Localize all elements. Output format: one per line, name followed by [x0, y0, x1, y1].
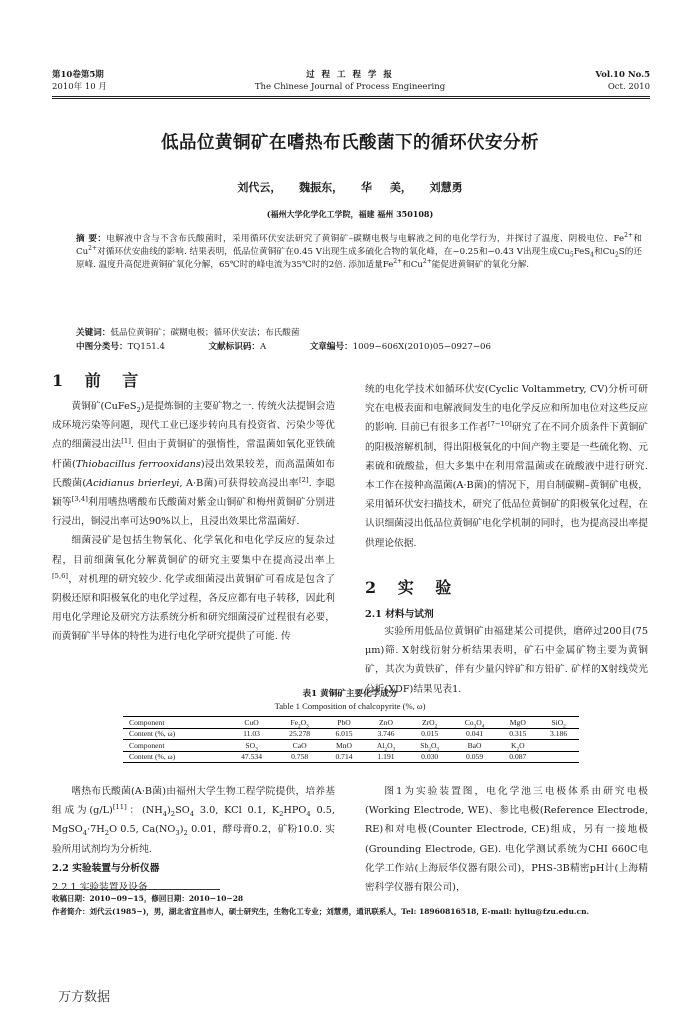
- table-cell: 0.059: [452, 751, 498, 763]
- article-no-value: 1009−606X(2010)05−0927−06: [352, 342, 491, 352]
- table-cell: Component: [123, 740, 228, 752]
- abstract-text: 能促进黄铜矿的氧化分解.: [431, 260, 530, 271]
- section-heading-intro: 1 前 言: [52, 371, 147, 390]
- paragraph: 图1为实验装置图，电化学池三电极体系由研究电极(Working Electrode, WE)、参比电极(Reference Electrode, RE)和对电极(Counter Electrode, CE)组成，另有一接地极(Grounding Electrode, GE). 电化学测试系统为CHI 660C电化学工作站(上海辰华仪器有限公司)，PHS-3B精密pH计(上海精密科学仪器有限公司)，: [365, 786, 648, 894]
- table-cell: 0.087: [497, 751, 538, 763]
- abstract-sup: 2+: [88, 245, 97, 253]
- journal-name-cn: 过 程 工 程 学 报: [306, 70, 394, 80]
- table-cell: CuO: [228, 717, 276, 729]
- table-cell: Content (%, ω): [129, 729, 176, 739]
- abstract-sub: 4: [590, 251, 594, 259]
- table-cell: 0.041: [466, 729, 484, 739]
- author-bio: 作者简介：刘代云(1985−)，男，湖北省宜昌市人，硕士研究生，生物化工专业；刘慧勇，通讯联系人，Tel: 18960816518, E-mail: hyliu@fzu.edu.cn.: [52, 907, 590, 916]
- footnote-rule: [52, 889, 220, 890]
- doc-code-label: 文献标识码：: [208, 342, 261, 352]
- abstract-text: 对循环伏安曲线的影响. 结果表明，低品位黄铜矿在0.45 V出现生成多硫化合物的氧化峰，在−0.25和−0.43 V出现生成Cu: [97, 247, 570, 258]
- section-heading-experiment: 2 实 验: [365, 578, 460, 597]
- paragraph: 实验所用低品位黄铜矿由福建某公司提供，磨碎过200目(75 μm)筛. X射线衍射分析结果表明，矿石中金属矿物主要为黄铜矿，其次为黄铁矿，伴有少量闪锌矿和方铅矿. 矿样的X射线荧光分析(XDF)结果见表1.: [365, 626, 648, 695]
- table-cell: [538, 751, 579, 763]
- intro-column-right: [365, 380, 648, 553]
- table-cell: PbO: [324, 717, 365, 729]
- table-cell: 3.186: [550, 729, 568, 739]
- table-cell: $SO_3$: [228, 740, 276, 752]
- paragraph: 细菌浸矿是包括生物氧化、化学氧化和电化学反应的复杂过程，目前细菌氧化分解黄铜矿的研究主要集中在提高浸出率上[5,6]，对机理的研究较少. 化学或细菌浸出黄铜矿可看成是包含了阴极还原和阳极氧化的电化学过程，各反应都有电子转移，因此利用电化学理论及研究方法系统分析和研究细菌浸矿过程很有必要，而黄铜矿半导体的特性为进行电化学研究提供了可能. 传: [52, 535, 335, 643]
- intro-column-left: [52, 397, 335, 647]
- abstract-sup: 2+: [422, 258, 432, 266]
- abstract-text: S的还原峰. 温度升高促进黄铜矿氧化分解，65℃时的峰电流为35℃时的2倍. 添加适量Fe: [76, 247, 642, 271]
- table-cell: ZrO$_2$: [408, 717, 452, 729]
- abstract-label: 摘 要：: [76, 234, 107, 244]
- table-cell: $Al_2O_3$: [364, 740, 407, 752]
- table-row: [123, 740, 579, 752]
- table-cell: 3.746: [377, 729, 395, 739]
- apparatus-text: [365, 782, 648, 897]
- volume-issue-en: Vol.10 No.5: [595, 70, 650, 80]
- header-rule-thin: [52, 98, 650, 99]
- table-cell: 1.191: [364, 751, 407, 763]
- table-cell: $Fe_2O_3$: [276, 717, 324, 729]
- table-cell: ZnO: [364, 717, 407, 729]
- table-cell: BaO: [452, 740, 498, 752]
- abstract-sub: 5: [569, 251, 574, 259]
- subsubsection-heading: 2.2.1 实验装置及设备: [52, 882, 148, 893]
- table-row: [123, 717, 579, 729]
- table-cell: $Co_3O_4$: [452, 717, 498, 729]
- abstract-text: 电解液中含与不含布氏酸菌时，采用循环伏安法研究了黄铜矿–碳糊电极与电解液之间的电化学行为，并探讨了温度、阴极电位、Fe: [106, 234, 625, 244]
- table-cell: [538, 740, 579, 752]
- table-caption-en: Table 1 Composition of chalcopyrite (%, ω): [274, 701, 426, 711]
- table-cell: Content (%, ω): [123, 751, 228, 763]
- materials-text: [365, 622, 648, 699]
- table-cell: CaO: [276, 740, 324, 752]
- table-cell: MnO: [324, 740, 365, 752]
- article-no-label: 文章编号：: [309, 342, 353, 352]
- table-cell: $K_2O$: [497, 740, 538, 752]
- issue-date-en: Oct. 2010: [607, 82, 650, 92]
- subsection-heading: 2.2 实验装置与分析仪器: [52, 863, 160, 874]
- paragraph: 统的电化学技术如循环伏安(Cyclic Voltammetry, CV)分析可研究在电极表面和电解液间发生的电化学反应和所加电位对这些反应的影响. 目前已有很多工作者[7−10]研究了在不同介质条件下黄铜矿的阳极溶解机制，得出阳极氧化的中间产物主要是一些硫化物、元素硫和硫酸盐，但大多集中在利用常温菌或在硫酸液中进行研究. 本工作在接种高温菌(A·B菌)的情况下，用自制碳糊–黄铜矿电极，采用循环伏安扫描技术，研究了低品位黄铜矿的阳极氧化过程，在认识细菌浸出低品位黄铜矿电化学机制的同时，也为提高浸出率提供理论依据.: [365, 384, 648, 549]
- table-cell: Component: [123, 717, 228, 729]
- author-list: 刘代云， 魏振东， 华 美， 刘慧勇: [237, 181, 463, 194]
- table-cell: 11.03: [243, 729, 260, 739]
- table-row: [123, 751, 579, 763]
- abstract-text: 和Cu: [402, 260, 423, 271]
- table-cell: 47.534: [228, 751, 276, 763]
- paragraph: 嗜热布氏酸菌(A·B菌)由福州大学生物工程学院提供，培养基组成为(g/L)[11]：$(NH_4)_2SO_4$ 3.0, KCl 0.1, $K_2HPO_4$ 0.5, $MgSO_4\cdot 7H_2O$ 0.5, $Ca(NO_3)_2$ 0.01，酵母膏0.2，矿粉10.0. 实验所用试剂均为分析纯.: [52, 786, 335, 855]
- abstract-text: FeS: [573, 247, 591, 258]
- affiliation: (福州大学化学化工学院，福建 福州 350108): [266, 209, 434, 219]
- table-row: [123, 728, 579, 740]
- journal-name-en: The Chinese Journal of Process Engineering: [254, 82, 446, 92]
- keywords: [76, 327, 642, 340]
- table-cell: 0.315: [509, 729, 527, 739]
- classification: [76, 341, 642, 354]
- clc-label: 中图分类号：: [76, 342, 128, 352]
- received-date: 收稿日期：2010−09−15，修回日期：2010−10−28: [52, 894, 244, 903]
- table-caption-cn: 表1 黄铜矿主要化学成分: [302, 689, 398, 699]
- clc-value: TQ151.4: [127, 342, 165, 352]
- table-cell: 0.030: [408, 751, 452, 763]
- abstract-text: 和Cu: [593, 247, 615, 258]
- keywords-label: 关键词：: [76, 328, 111, 338]
- abstract-sup: 2+: [393, 258, 403, 266]
- paragraph: 黄铜矿(CuFeS$_2$)是提炼铜的主要矿物之一. 传统火法提铜会造成环境污染等问题，现代工业已逐步转向具有投资省、污染少等优点的细菌浸出法[1]. 但由于黄铜矿的强惰性，常温菌如氧化亚铁硫杆菌(Thiobacillus ferrooxidans)浸出效果较差，而高温菌如布氏酸菌(Acidianus brierleyi, A·B菌)可获得较高浸出率[2]. 李聪颖等[3,4]利用嗜热嗜酸布氏酸菌对紫金山铜矿和梅州黄铜矿分别进行浸出，铜浸出率可达90%以上，且浸出效果比常温菌好.: [52, 401, 336, 528]
- header-rule: [52, 96, 650, 97]
- table-cell: $Sb_2O_3$: [408, 740, 452, 752]
- doc-code-value: A: [260, 342, 267, 352]
- table-cell: SiO$_2$: [538, 717, 579, 729]
- volume-issue: 第10卷第5期: [52, 70, 104, 80]
- table-cell: 0.015: [421, 729, 439, 739]
- issue-date: 2010年 10 月: [52, 82, 107, 92]
- watermark: 万方数据: [58, 990, 111, 1005]
- table-cell: 6.015: [335, 729, 353, 739]
- table-cell: 0.758: [276, 751, 324, 763]
- abstract: [76, 233, 642, 273]
- keywords-text: 低品位黄铜矿；碳糊电极；循环伏安法；布氏酸菌: [110, 328, 300, 338]
- table-cell: MgO: [497, 717, 538, 729]
- bacteria-text: [52, 782, 335, 859]
- abstract-sup: 2+: [624, 232, 633, 240]
- paper-title: 低品位黄铜矿在嗜热布氏酸菌下的循环伏安分析: [161, 133, 539, 153]
- table-cell: 0.714: [324, 751, 365, 763]
- abstract-text: 和Cu: [76, 234, 642, 258]
- abstract-sub: 2: [614, 251, 619, 259]
- subsection-heading: 2.1 材料与试剂: [365, 609, 434, 620]
- table-cell: 25.278: [289, 729, 311, 739]
- composition-table: [123, 716, 579, 763]
